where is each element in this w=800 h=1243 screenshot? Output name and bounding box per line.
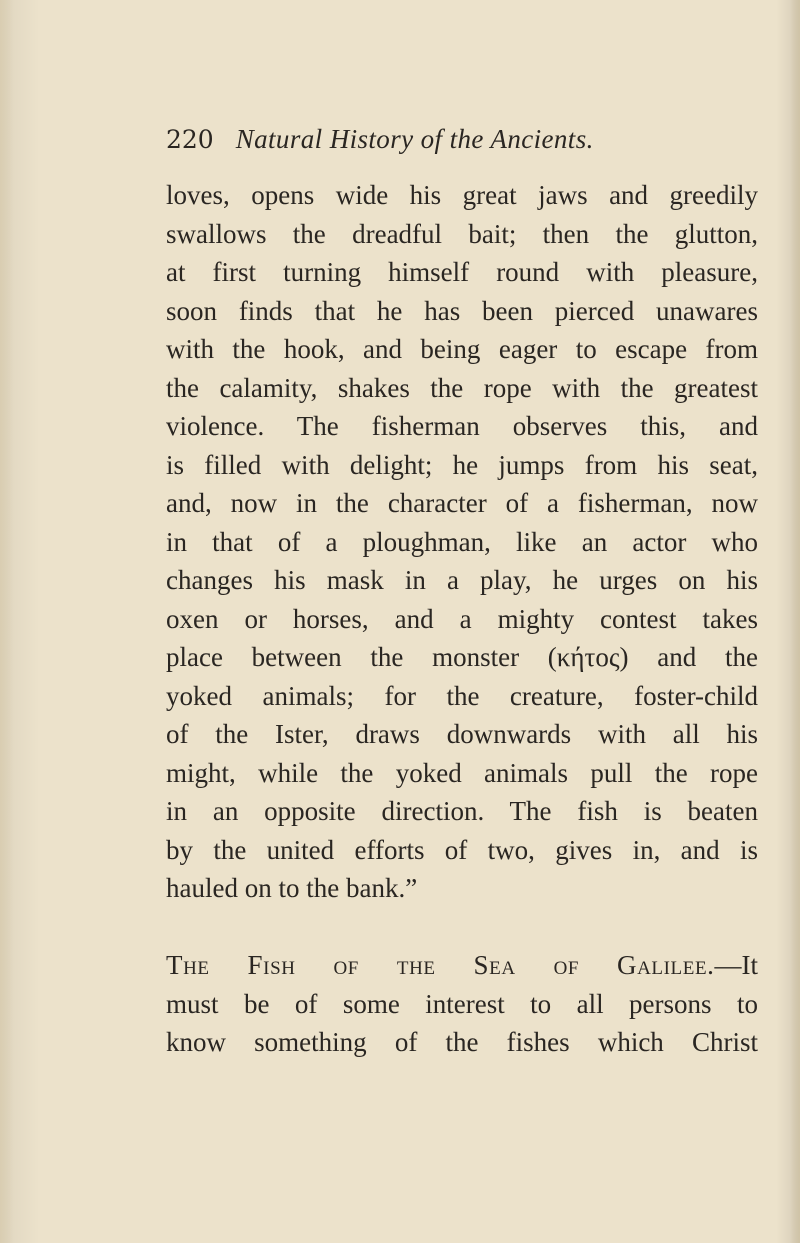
text-line: at first turning himself round with pleasure,	[166, 257, 758, 287]
text-line: loves, opens wide his great jaws and greedily	[166, 180, 758, 210]
text-line: might, while the yoked animals pull the rope	[166, 757, 758, 788]
body-text	[166, 176, 758, 1062]
text-line: hauled on to the bank.”	[166, 873, 418, 903]
text-line: know something of the fishes which Christ	[166, 1027, 758, 1057]
text-line: oxen or horses, and a mighty contest takes	[166, 603, 758, 634]
heading-continuation: —It	[714, 950, 758, 980]
text-line: violence. The fisherman observes this, and	[166, 411, 758, 441]
text-line: the calamity, shakes the rope with the greatest	[166, 372, 758, 403]
text-line: must be of some interest to all persons to	[166, 988, 758, 1019]
paragraph	[166, 946, 758, 1062]
text-line: of the Ister, draws downwards with all his	[166, 719, 758, 749]
section-heading: The Fish of the Sea of Galilee.	[166, 950, 715, 980]
text-line: place between the monster (κήτος) and the	[166, 642, 758, 672]
text-line: in an opposite direction. The fish is beaten	[166, 796, 758, 826]
section-heading-line	[166, 946, 758, 985]
text-line: soon finds that he has been pierced unawares	[166, 295, 758, 326]
page-edge-shadow	[790, 0, 800, 1243]
running-title: Natural History of the Ancients.	[235, 124, 594, 154]
text-line: is filled with delight; he jumps from his seat,	[166, 449, 758, 480]
page-number: 220	[166, 125, 214, 154]
text-line: changes his mask in a play, he urges on his	[166, 565, 758, 595]
paragraph-spacer	[166, 908, 758, 947]
text-line: by the united efforts of two, gives in, and is	[166, 834, 758, 865]
text-line: with the hook, and being eager to escape from	[166, 334, 758, 364]
text-line: and, now in the character of a fisherman, now	[166, 488, 758, 518]
page-gutter-shadow	[0, 0, 14, 1243]
running-header	[166, 124, 594, 164]
paragraph	[166, 176, 758, 908]
text-line: in that of a ploughman, like an actor who	[166, 526, 758, 557]
text-line: swallows the dreadful bait; then the glutton,	[166, 218, 758, 249]
text-line: yoked animals; for the creature, foster-child	[166, 680, 758, 711]
